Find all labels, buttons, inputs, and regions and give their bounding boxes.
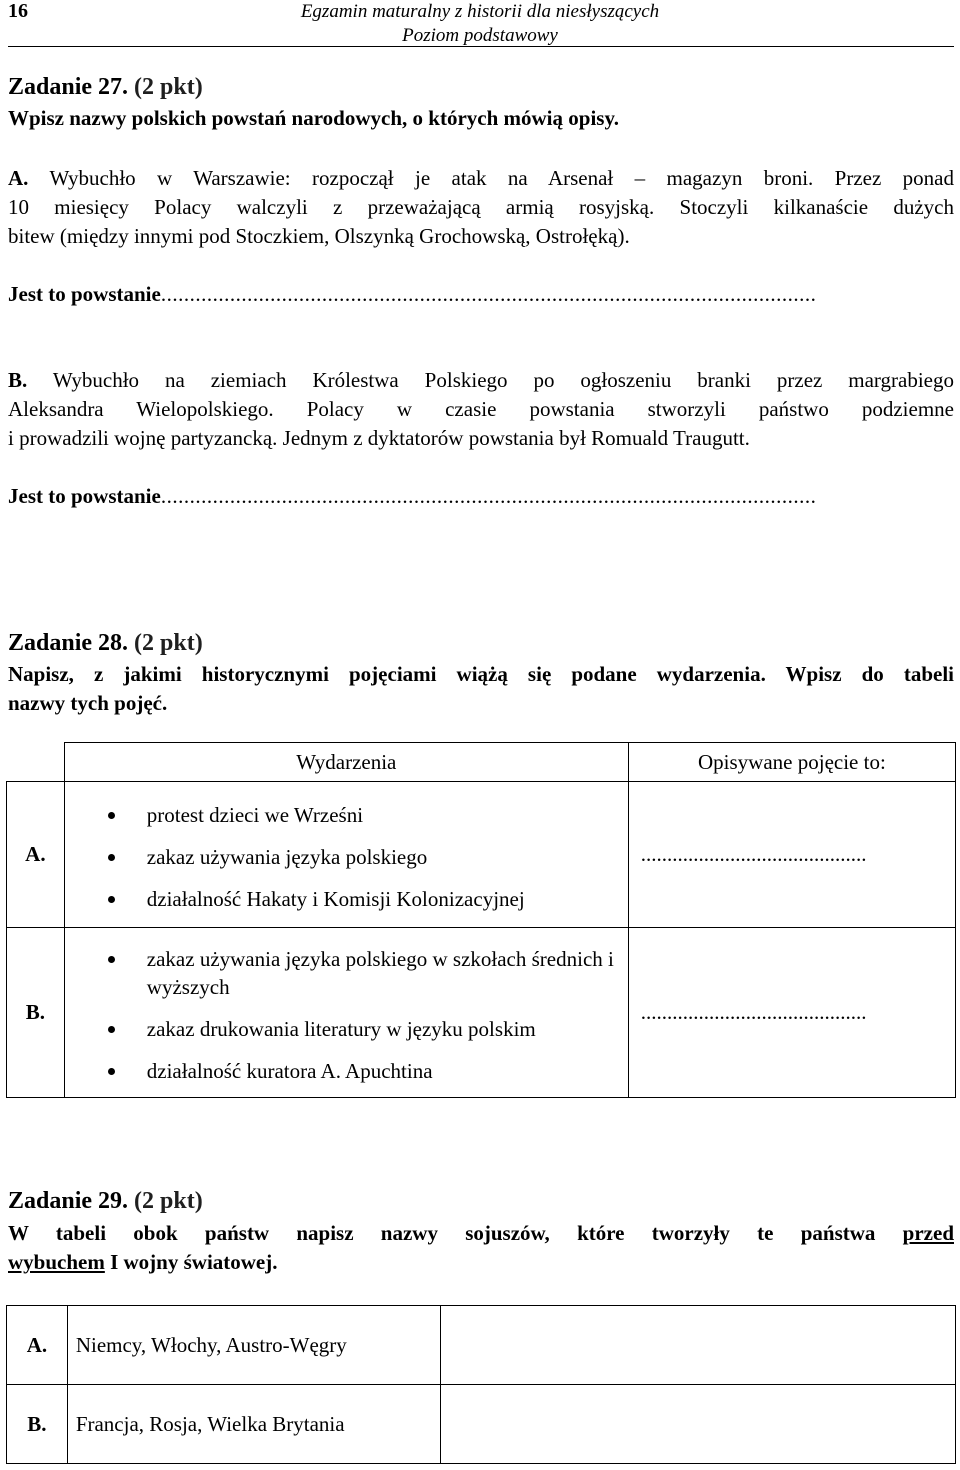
task-27-b-answer-label: Jest to powstanie [8, 484, 161, 508]
task-28-row-a-events [64, 782, 628, 928]
header-divider [8, 46, 954, 47]
task-27-b-answer-line[interactable] [8, 482, 954, 511]
list-item: działalność Hakaty i Komisji Kolonizacyjnej [147, 885, 628, 913]
task-27-b-line-3: i prowadzili wojnę partyzancką. Jednym z dyktatorów powstania był Romuald Traugutt. [8, 426, 750, 450]
task-28-row-b-events [64, 928, 628, 1098]
task-27-a-line-2: 10 miesięcy Polacy walczyli z przeważającą armią rosyjską. Stoczyli kilkanaście dużych [8, 195, 954, 219]
task-28-number: Zadanie 28. [8, 630, 129, 656]
task-29-row-a [7, 1306, 956, 1385]
task-27-points: (2 pkt) [134, 74, 203, 100]
task-29-table [6, 1305, 956, 1464]
list-item: działalność kuratora A. Apuchtina [147, 1057, 628, 1085]
task-28-row-b-answer[interactable]: ........................................... [628, 928, 955, 1098]
task-29-row-b-answer-cell[interactable] [441, 1385, 956, 1464]
task-29-points: (2 pkt) [134, 1188, 203, 1214]
task-28-corner-cell [7, 743, 65, 782]
task-27-b-line-2: Aleksandra Wielopolskiego. Polacy w czasie powstania stworzyli państwo podziemne [8, 397, 954, 421]
task-29-number: Zadanie 29. [8, 1188, 129, 1214]
task-28-col-events: Wydarzenia [64, 743, 628, 782]
task-28-header-row [7, 743, 956, 782]
task-27-a-description [8, 164, 954, 251]
task-27-a-label: A. [8, 166, 29, 190]
task-29-title [8, 1188, 203, 1215]
task-28-row-b [7, 928, 956, 1098]
list-item: zakaz używania języka polskiego w szkołach średnich i wyższych [147, 945, 617, 1001]
task-28-points: (2 pkt) [134, 630, 203, 656]
task-28-row-b-event-list [65, 945, 628, 1085]
task-29-row-b-states: Francja, Rosja, Wielka Brytania [67, 1385, 441, 1464]
task-27-b-description [8, 366, 954, 453]
task-29-instruction-text: W tabeli obok państw napisz nazwy sojuszów, które tworzyły te państwa [8, 1221, 903, 1245]
task-27-a-answer-line[interactable] [8, 280, 954, 309]
task-27-b-answer-dots[interactable]: .................................................................................................................. [160, 484, 817, 508]
task-28-instruction-line-1: Napisz, z jakimi historycznymi pojęciami wiążą się podane wydarzenia. Wpisz do tabeli [8, 662, 954, 686]
task-28-row-a-label: A. [7, 782, 65, 928]
task-29-instruction-end: I wojny światowej. [104, 1250, 278, 1274]
list-item: zakaz drukowania literatury w języku polskim [147, 1015, 628, 1043]
task-27-number: Zadanie 27. [8, 74, 129, 100]
task-29-emphasis-outbreak: wybuchem [8, 1250, 105, 1274]
task-28-row-a-event-list [65, 801, 628, 913]
task-27-a-line-1: Wybuchło w Warszawie: rozpoczął je atak na Arsenał – magazyn broni. Przez ponad [49, 166, 955, 190]
task-27-b-line-1: Wybuchło na ziemiach Królestwa Polskiego po ogłoszeniu branki przez margrabiego [52, 368, 955, 392]
task-28-instruction [8, 660, 954, 718]
task-28-col-concept: Opisywane pojęcie to: [628, 743, 955, 782]
list-item: zakaz używania języka polskiego [147, 843, 628, 871]
task-29-row-a-answer-cell[interactable] [441, 1306, 956, 1385]
task-27-a-answer-label: Jest to powstanie [8, 282, 161, 306]
task-28-title [8, 630, 203, 657]
task-28-instruction-line-2: nazwy tych pojęć. [8, 691, 168, 715]
task-28-row-b-label: B. [7, 928, 65, 1098]
page-number: 16 [8, 0, 28, 22]
task-29-instruction [8, 1219, 954, 1277]
task-27-a-line-3: bitew (między innymi pod Stoczkiem, Olszynką Grochowską, Ostrołęką). [8, 224, 630, 248]
task-27-title [8, 74, 203, 101]
task-29-row-b-label: B. [7, 1385, 68, 1464]
list-item: protest dzieci we Wrześni [147, 801, 628, 829]
task-28-row-a-answer[interactable]: ........................................... [628, 782, 955, 928]
task-28-table [6, 742, 956, 1098]
task-27-a-answer-dots[interactable]: .................................................................................................................. [160, 282, 817, 306]
task-29-emphasis-before: przed [902, 1221, 954, 1245]
task-28-row-a [7, 782, 956, 928]
task-29-row-b [7, 1385, 956, 1464]
exam-level: Poziom podstawowy [402, 25, 558, 46]
task-27-b-label: B. [8, 368, 28, 392]
task-27-instruction: Wpisz nazwy polskich powstań narodowych, o których mówią opisy. [8, 106, 620, 130]
exam-title: Egzamin maturalny z historii dla niesłyszących [300, 1, 660, 22]
task-29-row-a-label: A. [7, 1306, 68, 1385]
task-29-row-a-states: Niemcy, Włochy, Austro-Węgry [67, 1306, 441, 1385]
